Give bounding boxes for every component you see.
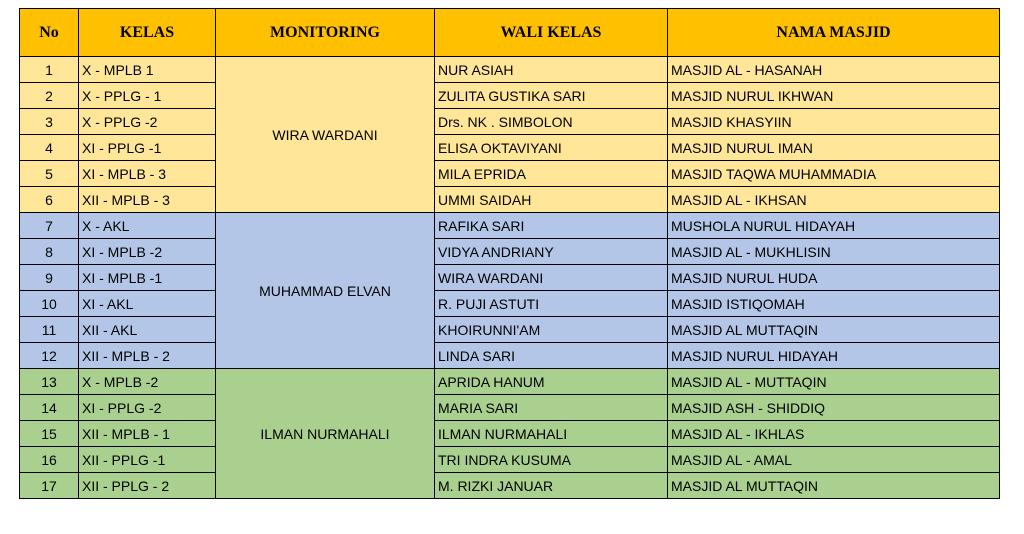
cell-no: 1 [20, 57, 79, 83]
header-wali-kelas: WALI KELAS [435, 9, 668, 57]
cell-wali-kelas: Drs. NK . SIMBOLON [435, 109, 668, 135]
cell-wali-kelas: NUR ASIAH [435, 57, 668, 83]
table-row [20, 343, 1000, 369]
cell-nama-masjid: MASJID NURUL HUDA [668, 265, 1000, 291]
cell-no: 15 [20, 421, 79, 447]
cell-nama-masjid: MASJID AL - MUTTAQIN [668, 369, 1000, 395]
header-row [20, 9, 1000, 57]
cell-wali-kelas: MILA EPRIDA [435, 161, 668, 187]
cell-wali-kelas: VIDYA ANDRIANY [435, 239, 668, 265]
cell-wali-kelas: M. RIZKI JANUAR [435, 473, 668, 499]
cell-nama-masjid: MASJID AL MUTTAQIN [668, 473, 1000, 499]
cell-kelas: XI - PPLG -1 [79, 135, 216, 161]
cell-no: 8 [20, 239, 79, 265]
cell-wali-kelas: RAFIKA SARI [435, 213, 668, 239]
cell-nama-masjid: MASJID NURUL IMAN [668, 135, 1000, 161]
cell-nama-masjid: MASJID NURUL HIDAYAH [668, 343, 1000, 369]
cell-kelas: XI - MPLB -1 [79, 265, 216, 291]
table-row [20, 239, 1000, 265]
table-row [20, 421, 1000, 447]
table-row [20, 265, 1000, 291]
cell-no: 17 [20, 473, 79, 499]
table-row [20, 161, 1000, 187]
cell-nama-masjid: MASJID ASH - SHIDDIQ [668, 395, 1000, 421]
cell-kelas: X - PPLG -2 [79, 109, 216, 135]
cell-wali-kelas: R. PUJI ASTUTI [435, 291, 668, 317]
table-row [20, 187, 1000, 213]
header-no: No [20, 9, 79, 57]
table-row [20, 57, 1000, 83]
cell-no: 7 [20, 213, 79, 239]
table-row [20, 369, 1000, 395]
cell-wali-kelas: MARIA SARI [435, 395, 668, 421]
cell-wali-kelas: LINDA SARI [435, 343, 668, 369]
cell-no: 11 [20, 317, 79, 343]
cell-monitoring: WIRA WARDANI [216, 57, 435, 213]
table-row [20, 291, 1000, 317]
table-row [20, 213, 1000, 239]
header-nama-masjid: NAMA MASJID [668, 9, 1000, 57]
cell-no: 14 [20, 395, 79, 421]
cell-wali-kelas: APRIDA HANUM [435, 369, 668, 395]
cell-no: 12 [20, 343, 79, 369]
cell-kelas: XII - MPLB - 3 [79, 187, 216, 213]
cell-wali-kelas: ELISA OKTAVIYANI [435, 135, 668, 161]
cell-kelas: X - PPLG - 1 [79, 83, 216, 109]
monitoring-table [19, 8, 1000, 499]
cell-wali-kelas: ILMAN NURMAHALI [435, 421, 668, 447]
cell-no: 4 [20, 135, 79, 161]
cell-kelas: XII - MPLB - 1 [79, 421, 216, 447]
cell-kelas: XII - MPLB - 2 [79, 343, 216, 369]
table-row [20, 395, 1000, 421]
table-body [20, 57, 1000, 499]
cell-monitoring: ILMAN NURMAHALI [216, 369, 435, 499]
cell-kelas: XII - PPLG - 2 [79, 473, 216, 499]
table-row [20, 135, 1000, 161]
cell-wali-kelas: TRI INDRA KUSUMA [435, 447, 668, 473]
table-row [20, 473, 1000, 499]
cell-kelas: XII - AKL [79, 317, 216, 343]
cell-nama-masjid: MASJID AL - HASANAH [668, 57, 1000, 83]
cell-nama-masjid: MASJID ISTIQOMAH [668, 291, 1000, 317]
cell-no: 3 [20, 109, 79, 135]
cell-no: 2 [20, 83, 79, 109]
cell-kelas: XI - PPLG -2 [79, 395, 216, 421]
cell-wali-kelas: KHOIRUNNI'AM [435, 317, 668, 343]
cell-nama-masjid: MASJID NURUL IKHWAN [668, 83, 1000, 109]
cell-nama-masjid: MASJID AL - IKHSAN [668, 187, 1000, 213]
cell-nama-masjid: MUSHOLA NURUL HIDAYAH [668, 213, 1000, 239]
cell-nama-masjid: MASJID AL - IKHLAS [668, 421, 1000, 447]
cell-monitoring: MUHAMMAD ELVAN [216, 213, 435, 369]
table-row [20, 317, 1000, 343]
cell-nama-masjid: MASJID AL - AMAL [668, 447, 1000, 473]
cell-nama-masjid: MASJID TAQWA MUHAMMADIA [668, 161, 1000, 187]
cell-kelas: XI - MPLB - 3 [79, 161, 216, 187]
cell-wali-kelas: WIRA WARDANI [435, 265, 668, 291]
cell-kelas: XI - AKL [79, 291, 216, 317]
cell-wali-kelas: ZULITA GUSTIKA SARI [435, 83, 668, 109]
cell-nama-masjid: MASJID AL MUTTAQIN [668, 317, 1000, 343]
cell-no: 13 [20, 369, 79, 395]
cell-no: 6 [20, 187, 79, 213]
cell-no: 9 [20, 265, 79, 291]
cell-kelas: X - MPLB 1 [79, 57, 216, 83]
table-row [20, 83, 1000, 109]
cell-kelas: X - MPLB -2 [79, 369, 216, 395]
cell-no: 10 [20, 291, 79, 317]
cell-nama-masjid: MASJID AL - MUKHLISIN [668, 239, 1000, 265]
cell-kelas: XI - MPLB -2 [79, 239, 216, 265]
cell-wali-kelas: UMMI SAIDAH [435, 187, 668, 213]
cell-kelas: XII - PPLG -1 [79, 447, 216, 473]
table-row [20, 447, 1000, 473]
cell-no: 16 [20, 447, 79, 473]
header-kelas: KELAS [79, 9, 216, 57]
header-monitoring: MONITORING [216, 9, 435, 57]
cell-no: 5 [20, 161, 79, 187]
cell-kelas: X - AKL [79, 213, 216, 239]
cell-nama-masjid: MASJID KHASYIIN [668, 109, 1000, 135]
table-row [20, 109, 1000, 135]
